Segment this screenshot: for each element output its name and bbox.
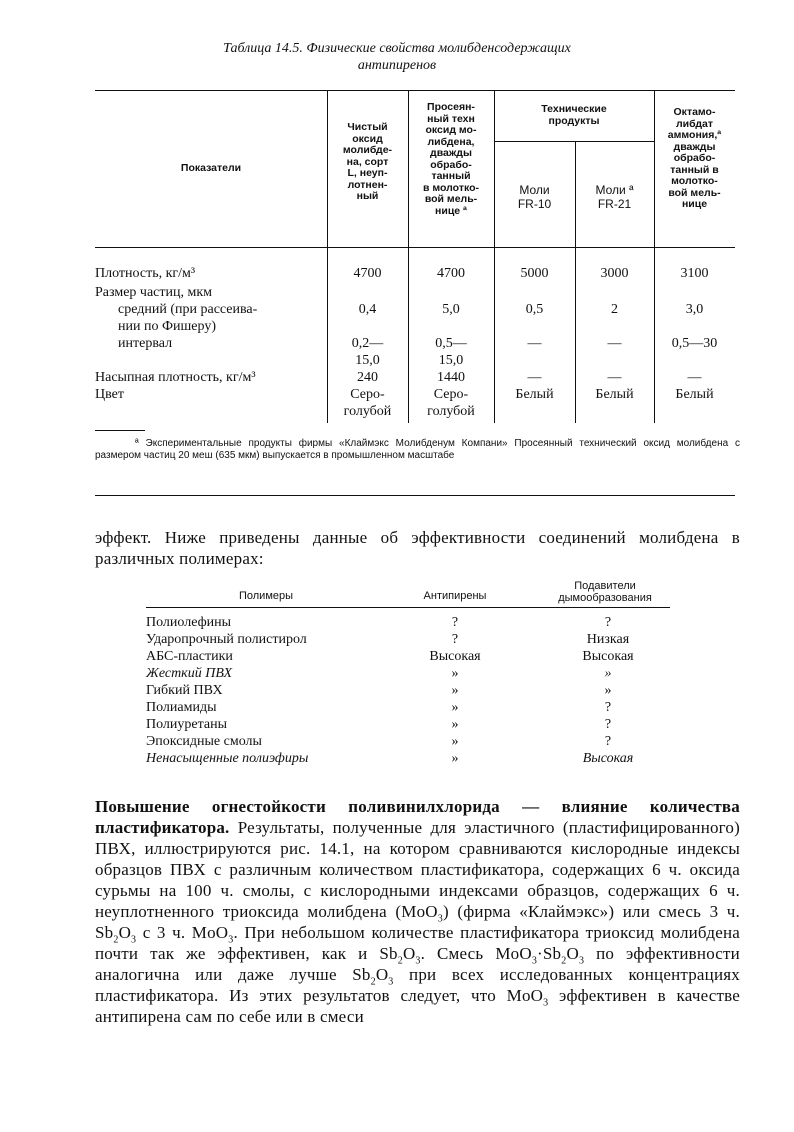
table-header-rule	[95, 247, 735, 248]
cell-density-sieved: 4700	[437, 266, 465, 281]
polymers-header-smoke: Подавители дымообразования	[558, 580, 652, 604]
table-bottom-rule	[95, 495, 735, 496]
polymer-row-smoke: »	[604, 666, 612, 681]
row-label-mean-1: средний (при рассеива-	[118, 302, 258, 317]
section-paragraph: Повышение огнестойкости поливинилхлорида — влияние количества пластификатора. Результаты, полученные для эластичного (пластифицированного) ПВХ, иллюстрируются рис. 14.1, на котором сравниваются кислородные индексы образцов ПВХ с различным количеством пластификатора, содержащих 6 ч. оксида сурьмы на 100 ч. смолы, с кислородными индексами образцов, содержащих 6 ч. неуплотненного триоксида молибдена (MoO$_3$) (фирма «Клаймэкс») или смесь 3 ч. $Sb_2O_3$ с 3 ч. MoO$_3$. При небольшом количестве пластификатора триоксид молибдена почти так же эффективен, как и $Sb_2O_3$. Смесь $MoO_3\cdot Sb_2O_3$ по эффективности аналогична или даже лучше $Sb_2O_3$ при всех исследованных концентрациях пластификатора. Из этих результатов следует, что MoO$_3$ эффективен в качестве антипирена сам по себе или в смеси	[95, 797, 740, 1026]
polymers-header-name: Полимеры	[238, 590, 294, 602]
table-caption	[0, 40, 794, 74]
footnote-rule	[95, 430, 145, 431]
polymer-row-name: Полиамиды	[146, 700, 217, 715]
polymer-row-smoke: ?	[604, 717, 612, 732]
cell-interval-pure: 0,2— 15,0	[351, 336, 384, 368]
polymer-row-name: Жесткий ПВХ	[146, 666, 233, 681]
cell-density-fr10: 5000	[520, 266, 549, 281]
header-moly-fr21: Моли ª FR-21	[595, 183, 634, 211]
polymer-row-fr: »	[451, 717, 459, 732]
polymer-row-fr: »	[451, 683, 459, 698]
polymer-row-fr: »	[451, 666, 459, 681]
table-footnote	[95, 438, 740, 462]
cell-color-fr10: Белый	[515, 387, 554, 402]
polymer-row-name: Эпоксидные смолы	[146, 734, 262, 749]
header-tech-products: Технические продукты	[541, 103, 607, 127]
caption-line-1: Таблица 14.5. Физические свойства молибденсодержащих	[223, 41, 571, 56]
cell-interval-fr10: —	[527, 336, 542, 351]
intro-paragraph: эффект. Ниже приведены данные об эффективности соединений молибдена в различных полимерах:	[95, 528, 740, 568]
cell-mean-sieved: 5,0	[442, 302, 460, 317]
header-sieved-oxide: Просеян- ный техн оксид мо- либдена, дважды обрабо- танный в молотко- вой мель- нице ª	[422, 101, 479, 217]
polymer-row-name: Полиуретаны	[146, 717, 228, 732]
polymer-row-fr: ?	[451, 615, 459, 630]
row-label-particle-size: Размер частиц, мкм	[95, 285, 212, 300]
header-indicators: Показатели	[180, 162, 242, 174]
row-label-interval: интервал	[118, 336, 173, 351]
polymer-row-fr: Высокая	[429, 649, 481, 664]
cell-interval-octa: 0,5—30	[671, 336, 718, 351]
polymer-row-smoke: »	[604, 683, 612, 698]
polymer-row-smoke: Высокая	[582, 751, 634, 766]
cell-color-pure: Серо- голубой	[343, 387, 392, 419]
row-label-mean-2: нии по Фишеру)	[118, 319, 216, 334]
cell-interval-sieved: 0,5— 15,0	[435, 336, 467, 368]
footnote-mark: ª	[135, 438, 139, 449]
cell-bulk-fr21: —	[607, 370, 622, 385]
header-ammonium-octamolybdate: Октамо- либдат аммония,ª дважды обрабо- танный в молотко- вой мель- нице	[667, 106, 722, 210]
header-moly-fr10: Моли FR-10	[517, 183, 552, 211]
cell-color-sieved: Серо- голубой	[427, 387, 475, 419]
polymer-row-name: Гибкий ПВХ	[146, 683, 223, 698]
cell-mean-pure: 0,4	[358, 302, 377, 317]
polymers-header-fr: Антипирены	[423, 590, 487, 602]
polymer-row-name: Ненасыщенные полиэфиры	[146, 751, 309, 766]
row-label-color: Цвет	[95, 387, 124, 402]
polymer-row-name: Ударопрочный полистирол	[146, 632, 307, 647]
polymer-row-smoke: ?	[604, 615, 612, 630]
polymer-row-smoke: ?	[604, 700, 612, 715]
cell-bulk-octa: —	[687, 370, 702, 385]
cell-mean-fr10: 0,5	[525, 302, 544, 317]
cell-bulk-fr10: —	[527, 370, 542, 385]
cell-color-fr21: Белый	[595, 387, 634, 402]
row-label-bulk-density: Насыпная плотность, кг/м³	[95, 370, 256, 385]
footnote-text: Экспериментальные продукты фирмы «Клаймэкс Молибденум Компани» Просеянный технический оксид молибдена с размером частиц 20 меш (635 мкм) выпускается в промышленном масштабе	[95, 438, 740, 461]
cell-mean-fr21: 2	[611, 302, 618, 317]
cell-interval-fr21: —	[607, 336, 622, 351]
table-top-rule	[95, 90, 735, 91]
cell-density-octa: 3100	[680, 266, 709, 281]
polymer-row-fr: »	[451, 700, 459, 715]
cell-density-pure: 4700	[353, 266, 382, 281]
polymer-row-fr: »	[451, 751, 459, 766]
header-pure-oxide: Чистый оксид молибде- на, сорт L, неуп- лотнен- ный	[342, 121, 393, 202]
polymer-row-fr: ?	[451, 632, 459, 647]
polymer-row-fr: »	[451, 734, 459, 749]
cell-color-octa: Белый	[675, 387, 714, 402]
polymer-row-smoke: Низкая	[586, 632, 630, 647]
group-header-rule	[494, 141, 654, 142]
polymer-row-name: Полиолефины	[146, 615, 232, 630]
caption-line-2: антипиренов	[357, 58, 437, 73]
polymer-row-smoke: ?	[604, 734, 612, 749]
cell-density-fr21: 3000	[600, 266, 629, 281]
polymers-header-rule	[146, 607, 670, 608]
cell-bulk-pure: 240	[357, 370, 378, 385]
cell-mean-octa: 3,0	[685, 302, 704, 317]
section-heading: Повышение огнестойкости поливинилхлорида — влияние количества пластификатора.	[95, 797, 740, 837]
cell-bulk-sieved: 1440	[437, 370, 465, 385]
row-label-density: Плотность, кг/м³	[95, 266, 196, 281]
polymer-row-smoke: Высокая	[582, 649, 634, 664]
polymer-row-name: АБС-пластики	[146, 649, 233, 664]
